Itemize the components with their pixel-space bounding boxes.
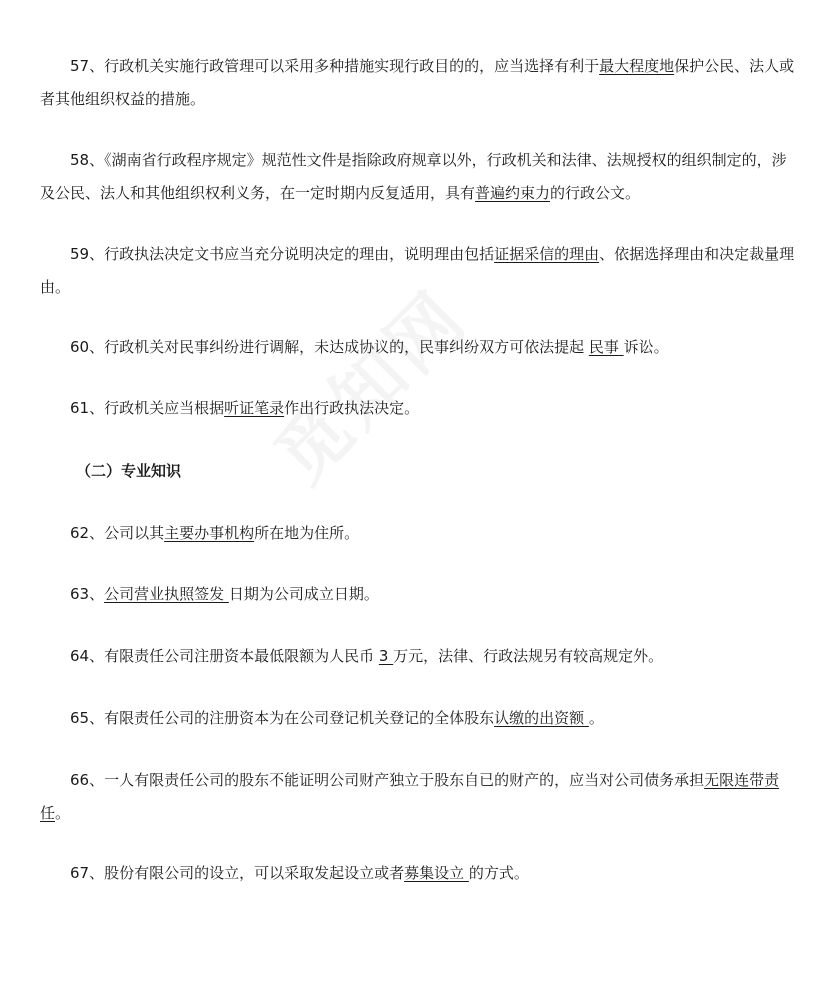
item-60: 60、行政机关对民事纠纷进行调解，未达成协议的，民事纠纷双方可依法提起 民事 诉讼。 (70, 338, 669, 356)
answer-58: 普遍约束力 (475, 184, 551, 202)
answer-67: 募集设立 (404, 864, 469, 882)
answer-61: 听证笔录 (224, 399, 285, 417)
item-63: 63、公司营业执照签发 日期为公司成立日期。 (70, 585, 379, 603)
item-65: 65、有限责任公司的注册资本为在公司登记机关登记的全体股东认缴的出资额 。 (70, 709, 604, 727)
answer-59: 证据采信的理由 (494, 245, 600, 263)
answer-62: 主要办事机构 (164, 524, 255, 542)
item-67: 67、股份有限公司的设立，可以采取发起设立或者募集设立 的方式。 (70, 864, 529, 882)
item-58: 58、《湖南省行政程序规定》规范性文件是指除政府规章以外，行政机关和法律、法规授权的组织制定的，涉及公民、法人和其他组织权利义务，在一定时期内反复适用，具有普遍约束力的行政公文。 (40, 151, 787, 202)
answer-60: 民事 (588, 338, 624, 356)
answer-65: 认缴的出资额 (494, 709, 589, 727)
item-57: 57、行政机关实施行政管理可以采用多种措施实现行政目的的，应当选择有利于最大程度地保护公民、法人或者其他组织权益的措施。 (40, 57, 795, 108)
item-62: 62、公司以其主要办事机构所在地为住所。 (70, 524, 360, 542)
answer-57: 最大程度地 (599, 57, 675, 75)
item-64: 64、有限责任公司注册资本最低限额为人民币 3 万元，法律、行政法规另有较高规定外。 (70, 647, 664, 665)
section-heading: （二）专业知识 (76, 462, 182, 480)
item-59: 59、行政执法决定文书应当充分说明决定的理由，说明理由包括证据采信的理由、依据选择理由和决定裁量理由。 (40, 245, 795, 296)
item-66: 66、一人有限责任公司的股东不能证明公司财产独立于股东自已的财产的，应当对公司债务承担无限连带责任。 (40, 771, 780, 822)
answer-63: 公司营业执照签发 (104, 585, 229, 603)
answer-64: 3 (378, 647, 394, 665)
item-61: 61、行政机关应当根据听证笔录作出行政执法决定。 (70, 399, 420, 417)
answer-66: 无限连带责任 (40, 771, 780, 822)
